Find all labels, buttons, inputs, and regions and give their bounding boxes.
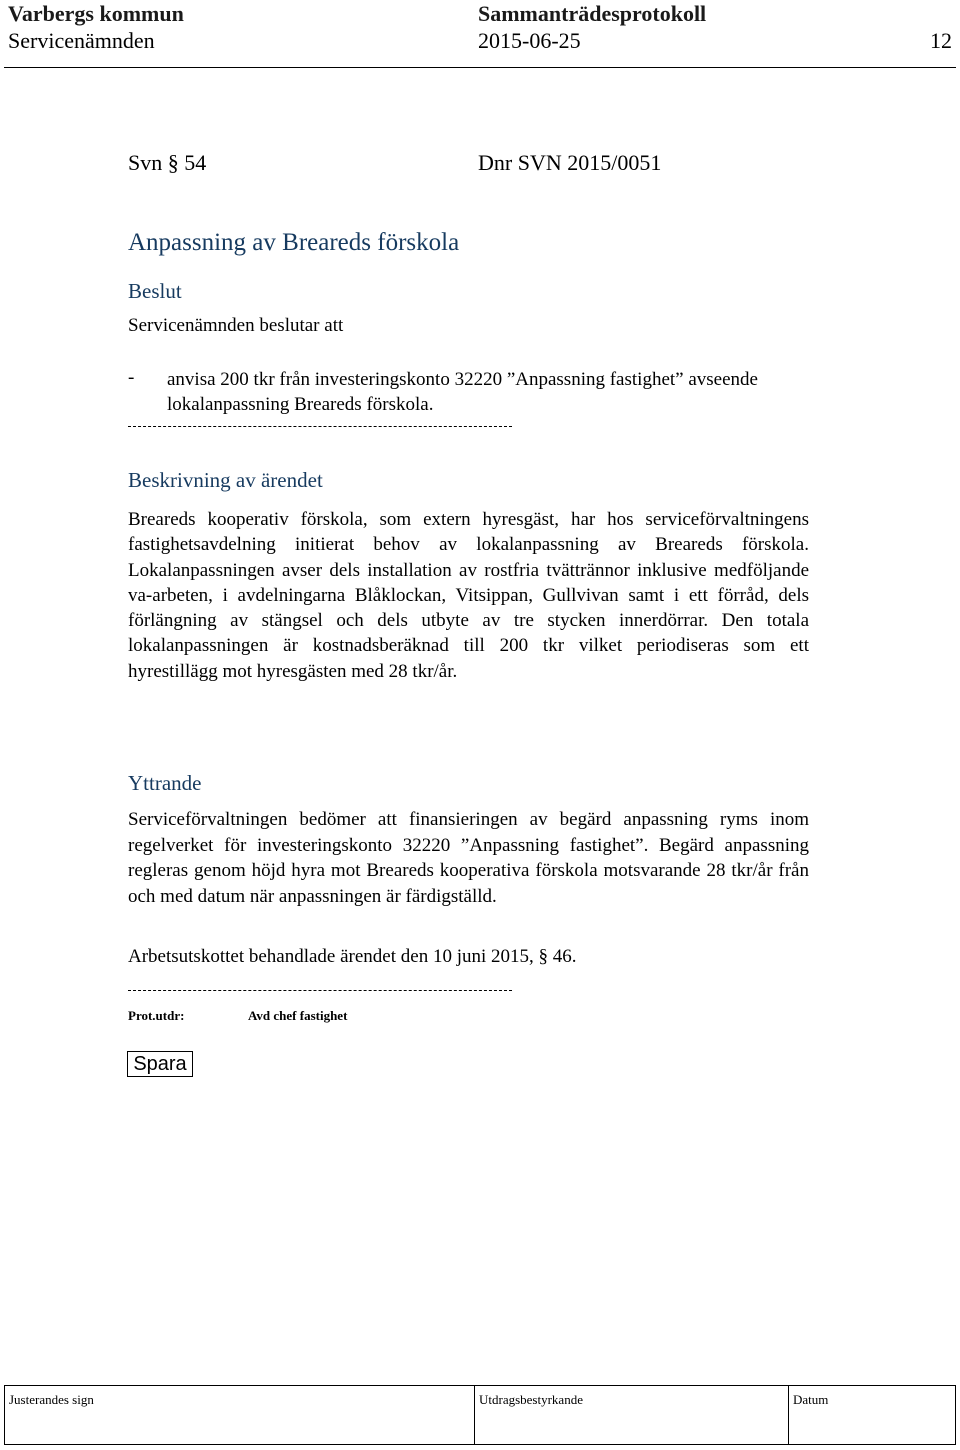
bullet-marker: - (128, 367, 135, 388)
signature-cell-adjusters (5, 1386, 475, 1444)
committee-note: Arbetsutskottet behandlade ärendet den 10 juni 2015, § 46. (128, 946, 577, 967)
organization-name: Varbergs kommun (8, 1, 184, 26)
signature-cell-date-label: Datum (793, 1392, 829, 1407)
dashed-separator (128, 426, 512, 427)
decision-item: anvisa 200 tkr från investeringskonto 32220 ”Anpassning fastighet” avseende lokalanpassning Breareds förskola. (167, 369, 758, 415)
dashed-separator-2 (128, 990, 512, 991)
signature-cell-date (789, 1386, 955, 1444)
statement-paragraph: Serviceförvaltningen bedömer att finansieringen av begärd anpassning ryms inom regelverket för investeringskonto 32220 ”Anpassning fastighet”. Begärd anpassning regleras genom höjd hyra mot Breareds kooperativa förskola motsvarande 28 tkr/år från och med datum när anpassningen är färdigställd. (128, 809, 809, 907)
distribution-recipient: Avd chef fastighet (248, 1008, 348, 1023)
save-button[interactable]: Spara (127, 1051, 193, 1077)
diary-number: Dnr SVN 2015/0051 (478, 150, 662, 175)
description-paragraph: Breareds kooperativ förskola, som extern hyresgäst, har hos serviceförvaltningens fastighetsavdelning initierat behov av lokalanpassning av Breareds förskola. Lokalanpassningen avser dels installation av rostfria tvättrännor inklusive medföljande va-arbeten, i avdelningarna Blåklockan, Vitsippan, Gullvivan samt i ett förråd, dels förlängning av stängsel och dels utbyte av tre stycken innerdörrar. Den totala lokalanpassningen är kostnadsberäknad till 200 tkr vilket periodiseras som ett hyrestillägg mot hyresgästen med 28 tkr/år. (128, 509, 809, 682)
decision-intro: Servicenämnden beslutar att (128, 315, 344, 336)
header-divider (4, 67, 956, 68)
decision-heading: Beslut (128, 279, 182, 303)
distribution-label: Prot.utdr: (128, 1008, 185, 1023)
section-number: Svn § 54 (128, 150, 207, 175)
board-name: Servicenämnden (8, 28, 155, 53)
page-title: Anpassning av Breareds förskola (128, 229, 460, 256)
signature-cell-certification (475, 1386, 789, 1444)
signature-table (4, 1385, 956, 1445)
signature-cell-certification-label: Utdragsbestyrkande (479, 1392, 583, 1407)
description-heading: Beskrivning av ärendet (128, 468, 323, 492)
signature-cell-adjusters-label: Justerandes sign (9, 1392, 94, 1407)
statement-heading: Yttrande (128, 771, 202, 795)
meeting-date: 2015-06-25 (478, 28, 581, 53)
document-type: Sammanträdesprotokoll (478, 1, 707, 26)
page-number: 12 (930, 28, 952, 53)
